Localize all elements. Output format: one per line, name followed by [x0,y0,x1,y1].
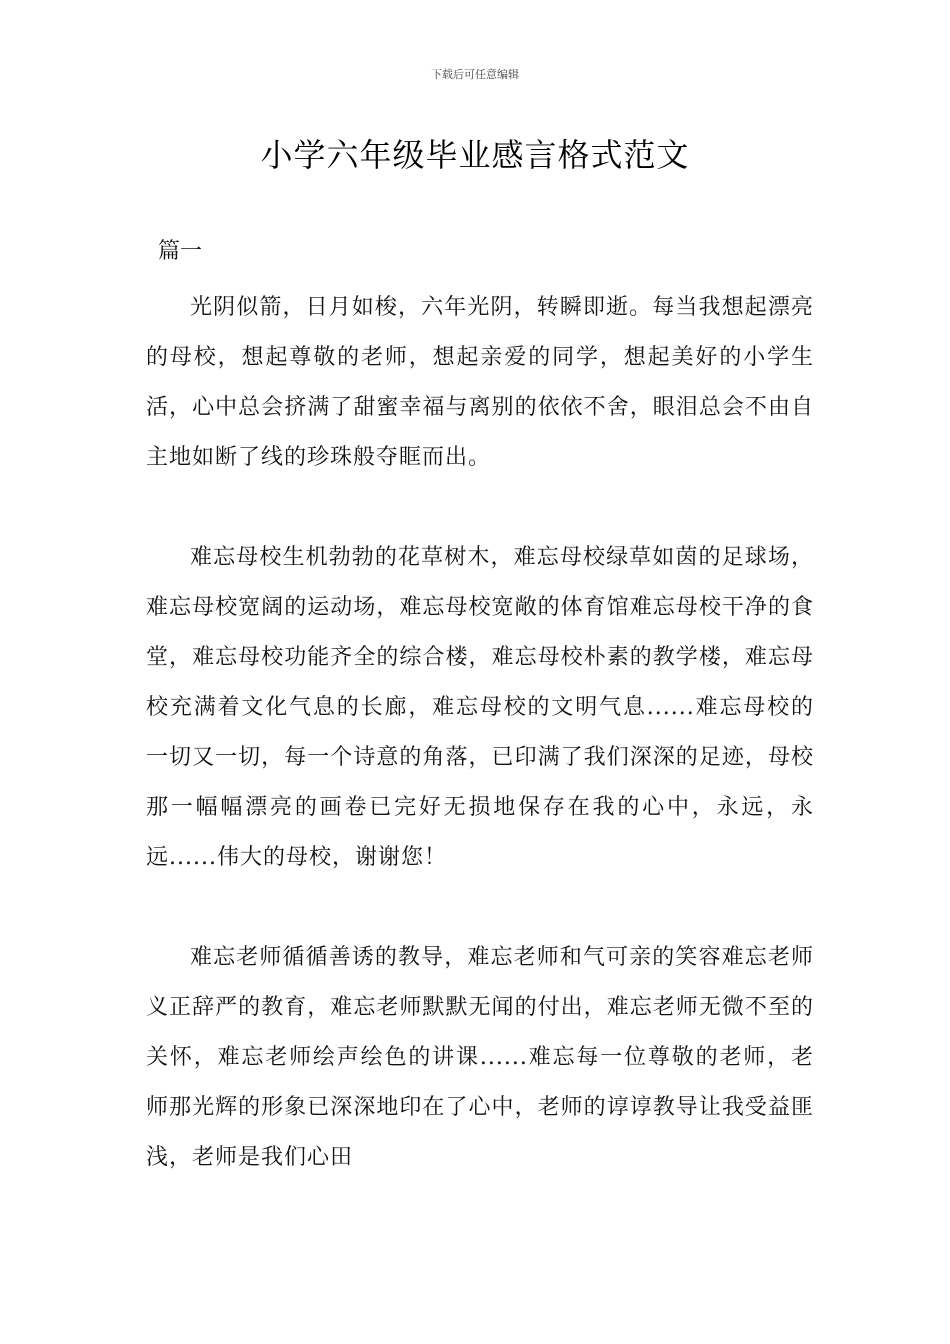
document-title: 小学六年级毕业感言格式范文 [260,136,690,174]
page-header: 下载后可任意编辑 [431,68,519,81]
paragraph: 难忘老师循循善诱的教导，难忘老师和气可亲的笑容难忘老师义正辞严的教育，难忘老师默默无闻的付出，难忘老师无微不至的关怀，难忘老师绘声绘色的讲课......难忘每一位尊敬的老师，老师那光辉的形象已深深地印在了心中，老师的谆谆教导让我受益匪浅，老师是我们心田 [146,945,814,1170]
paragraph: 光阴似箭，日月如梭，六年光阴，转瞬即逝。每当我想起漂亮的母校，想起尊敬的老师，想起亲爱的同学，想起美好的小学生活，心中总会挤满了甜蜜幸福与离别的依依不舍，眼泪总会不由自主地如断了线的珍珠般夺眶而出。 [146,295,814,470]
document-body [146,283,814,1233]
paragraph: 难忘母校生机勃勃的花草树木，难忘母校绿草如茵的足球场，难忘母校宽阔的运动场，难忘母校宽敞的体育馆难忘母校干净的食堂，难忘母校功能齐全的综合楼，难忘母校朴素的教学楼，难忘母校充满着文化气息的长廊，难忘母校的文明气息......难忘母校的一切又一切，每一个诗意的角落，已印满了我们深深的足迹，母校那一幅幅漂亮的画卷已完好无损地保存在我的心中，永远，永远......伟大的母校，谢谢您！ [146,545,814,870]
section-label: 篇一 [158,239,203,264]
